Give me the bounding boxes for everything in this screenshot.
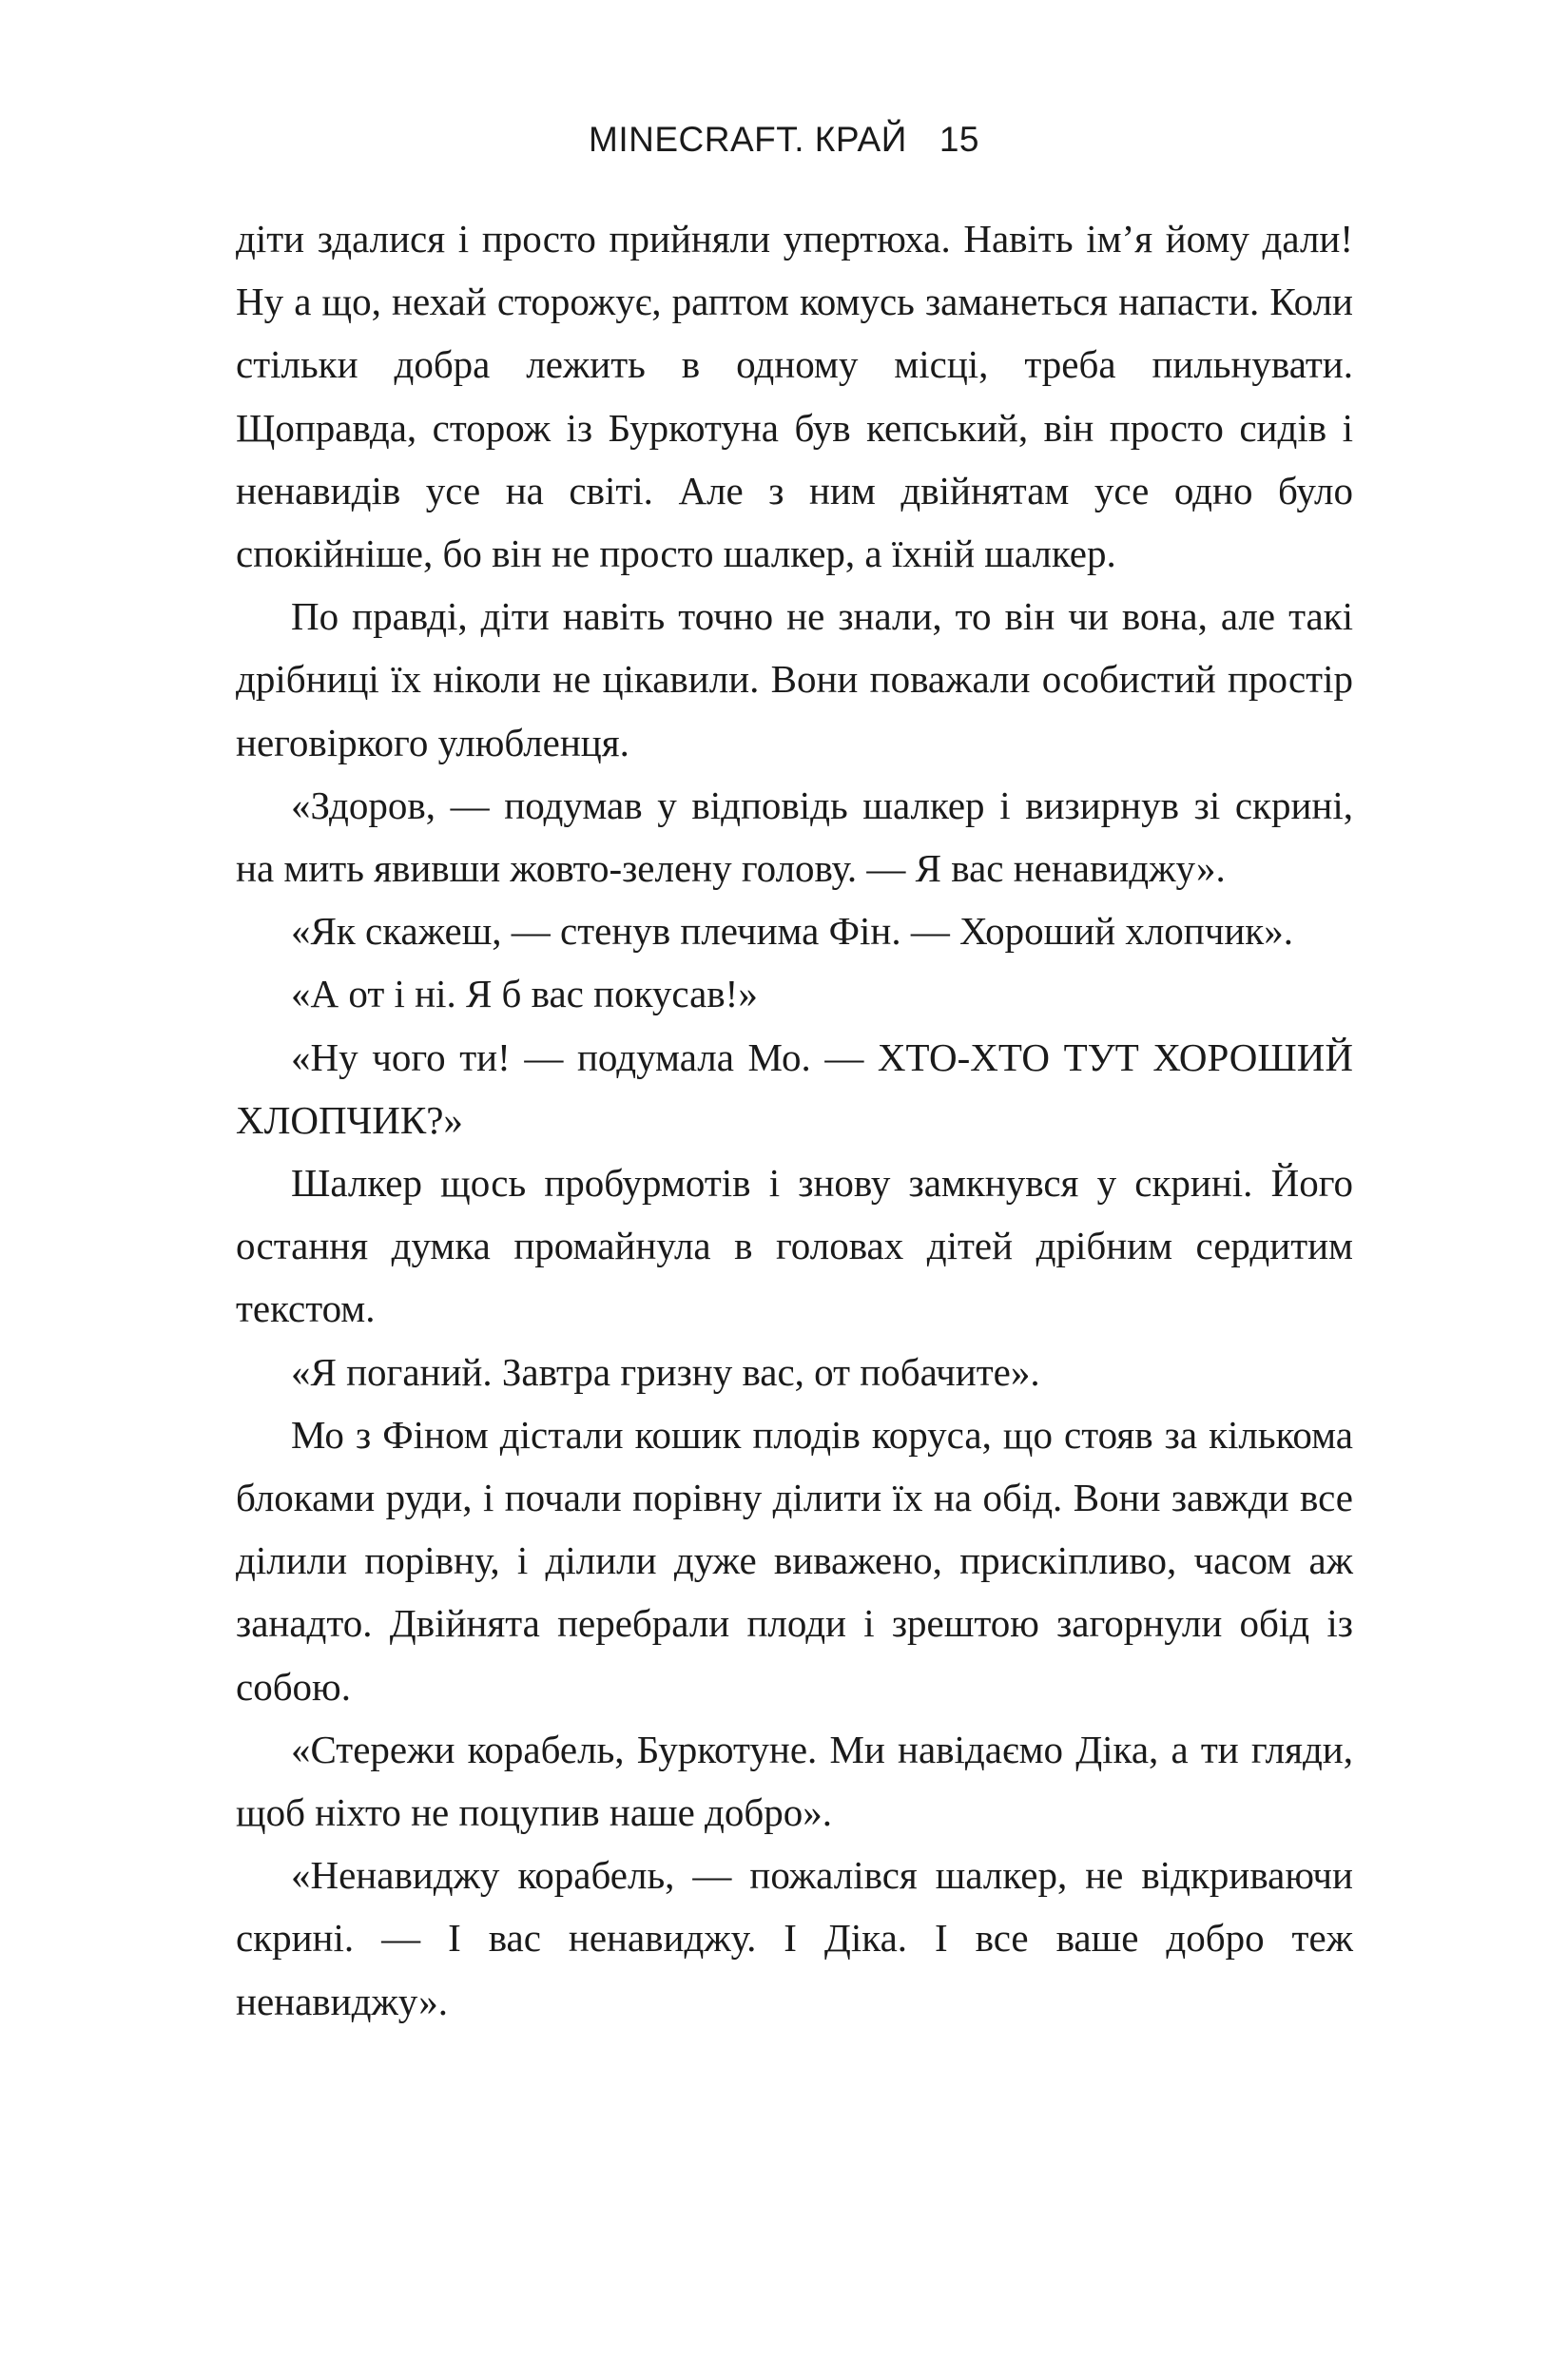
paragraph: По правді, діти навіть точно не знали, то він чи вона, але такі дрібниці їх ніколи не цікавили. Вони поважали особистий простір неговіркого улюбленця.	[236, 594, 1353, 764]
paragraph: «Я поганий. Завтра гризну вас, от побачите».	[291, 1349, 1040, 1394]
paragraph: «Стережи корабель, Буркотуне. Ми навідаємо Діка, а ти гляди, щоб ніхто не поцупив наше добро».	[236, 1727, 1353, 1835]
paragraph: діти здалися і просто прийняли упертюха. Навіть ім’я йому дали! Ну а що, нехай сторожує, раптом комусь заманеться напасти. Коли стільки добра лежить в одному місці, треба пильнувати. Щоправда, сторож із Буркотуна був кепський, він просто сидів і ненавидів усе на світі. Але з ним двійнятам усе одно було спокійніше, бо він не просто шалкер, а їхній шалкер.	[236, 217, 1353, 576]
running-header	[0, 116, 1568, 164]
paragraph: «Ненавиджу корабель, — пожалівся шалкер, не відкриваючи скрині. — І вас ненавиджу. І Діка. І все ваше добро теж ненавиджу».	[236, 1853, 1353, 2023]
paragraph: «А от і ні. Я б вас покусав!»	[291, 972, 758, 1016]
paragraph: «Здоров, — подумав у відповідь шалкер і визирнув зі скрині, на мить явивши жовто-зелену голову. — Я вас ненавиджу».	[236, 783, 1353, 891]
paragraph: «Як скажеш, — стенув плечима Фін. — Хороший хлопчик».	[291, 909, 1293, 954]
paragraph: «Ну чого ти! — подумала Мо. — ХТО-ХТО ТУТ ХОРОШИЙ ХЛОПЧИК?»	[236, 1034, 1353, 1142]
book-title: MINECRAFT. КРАЙ	[589, 120, 907, 159]
body-text	[236, 207, 1353, 2033]
page-number: 15	[939, 120, 979, 159]
paragraph: Шалкер щось пробурмотів і знову замкнувся у скрині. Його остання думка промайнула в головах дітей дрібним сердитим текстом.	[236, 1161, 1353, 1331]
paragraph: Мо з Фіном дістали кошик плодів коруса, що стояв за кількома блоками руди, і почали порівну ділити їх на обід. Вони завжди все ділили порівну, і ділили дуже виважено, прискіпливо, часом аж занадто. Двійнята перебрали плоди і зрештою загорнули обід із собою.	[236, 1412, 1353, 1709]
